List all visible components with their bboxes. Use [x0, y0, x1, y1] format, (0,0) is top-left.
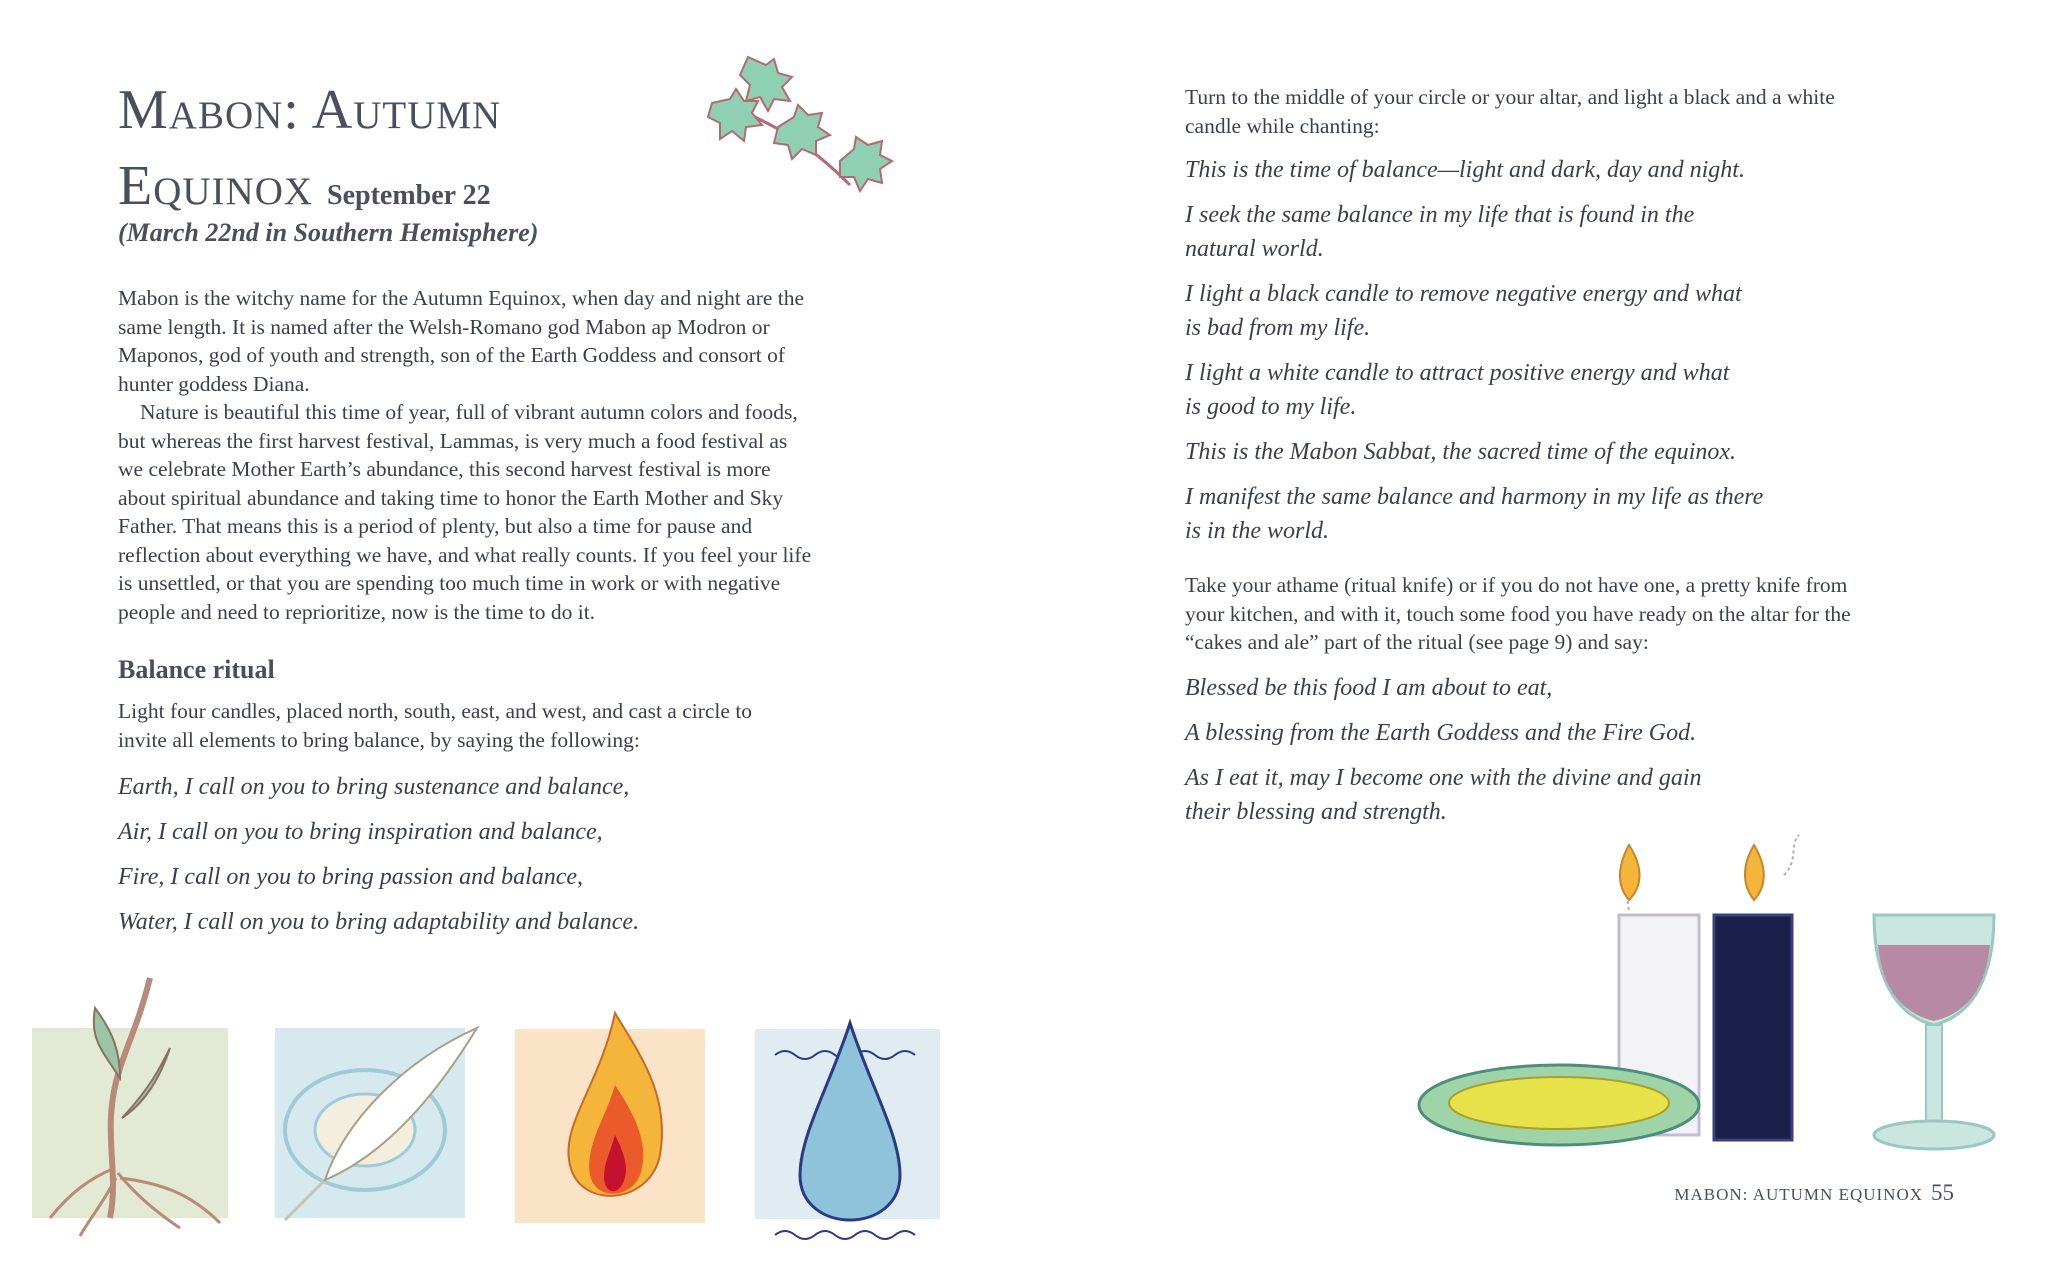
chant-verse: This is the time of balance—light and dark, day and night. [1185, 157, 1745, 183]
air-feather-icon [265, 1020, 490, 1235]
intro-line: hunter goddess Diana. [118, 371, 310, 396]
chant-verse: I manifest the same balance and harmony in my life as there is in the world. [1185, 484, 1764, 544]
fire-flame-icon [510, 1005, 715, 1230]
title-date: September 22 [327, 180, 491, 211]
elements-chant [118, 770, 878, 950]
title-line-1: Mabon: Autumn [118, 79, 502, 141]
para2-line: but whereas the first harvest festival, Lammas, is very much a food festival as [118, 428, 788, 453]
intro-line: Mabon is the witchy name for the Autumn Equinox, when day and night are the [118, 286, 805, 310]
right-page [1024, 0, 2048, 1266]
page-footer [1674, 1180, 1954, 1206]
chant-verse: I light a white candle to attract positive energy and what is good to my life. [1185, 360, 1730, 420]
intro-paragraph [118, 284, 878, 626]
altar-illustration [1404, 815, 2004, 1175]
knife-line: “cakes and ale” part of the ritual (see page 9) and say: [1185, 630, 1649, 654]
intro-line: Maponos, god of youth and strength, son of the Earth Goddess and consort of [118, 343, 785, 367]
para2-line: about spiritual abundance and taking time to honor the Earth Mother and Sky [118, 485, 784, 510]
running-footer: MABON: AUTUMN EQUINOX [1674, 1185, 1923, 1204]
page-title [118, 72, 501, 238]
para2-line: Nature is beautiful this time of year, full of vibrant autumn colors and foods, [140, 400, 798, 424]
title-line-2: Equinox [118, 155, 314, 217]
knife-line: Take your athame (ritual knife) or if you do not have one, a pretty knife from [1185, 573, 1848, 597]
knife-line: your kitchen, and with it, touch some food you have ready on the altar for the [1185, 601, 1851, 626]
ritual-intro-line: invite all elements to bring balance, by saying the following: [118, 727, 640, 752]
chant-verse: I seek the same balance in my life that is found in the natural world. [1185, 202, 1695, 262]
chant-line: Fire, I call on you to bring passion and balance, [118, 864, 584, 890]
autumn-leaves-illustration [700, 45, 920, 215]
intro-line: same length. It is named after the Welsh-Romano god Mabon ap Modron or [118, 314, 770, 339]
right-intro-line: candle while chanting: [1185, 113, 1380, 138]
page-number: 55 [1931, 1180, 1954, 1205]
para2-line: Father. That means this is a period of plenty, but also a time for pause and [118, 514, 753, 538]
chant-verse: As I eat it, may I become one with the divine and gain their blessing and strength. [1185, 765, 1702, 825]
right-intro-line: Turn to the middle of your circle or your altar, and light a black and a white [1185, 85, 1835, 109]
chant-line: Air, I call on you to bring inspiration and balance, [118, 819, 603, 845]
earth-sprout-icon [30, 968, 245, 1238]
balance-chant [1185, 153, 1965, 559]
chant-verse: I light a black candle to remove negative energy and what is bad from my life. [1185, 281, 1742, 341]
chant-verse: This is the Mabon Sabbat, the sacred time of the equinox. [1185, 439, 1737, 465]
para2-line: is unsettled, or that you are spending too much time in work or with negative [118, 571, 781, 595]
ritual-intro-line: Light four candles, placed north, south, east, and west, and cast a circle to [118, 699, 753, 723]
right-intro [1185, 83, 1965, 140]
knife-paragraph [1185, 571, 1985, 657]
para2-line: reflection about everything we have, and what really counts. If you feel your life [118, 542, 812, 567]
ritual-intro [118, 697, 878, 754]
chant-line: Earth, I call on you to bring sustenance and balance, [118, 774, 630, 800]
chant-line: Water, I call on you to bring adaptability and balance. [118, 909, 640, 935]
chant-verse: A blessing from the Earth Goddess and the Fire God. [1185, 720, 1697, 746]
water-drop-icon [750, 1015, 955, 1250]
para2-line: we celebrate Mother Earth’s abundance, this second harvest festival is more [118, 457, 771, 481]
para2-line: people and need to reprioritize, now is the time to do it. [118, 599, 596, 624]
section-heading: Balance ritual [118, 655, 275, 684]
chant-verse: Blessed be this food I am about to eat, [1185, 675, 1553, 701]
subtitle: (March 22nd in Southern Hemisphere) [118, 218, 539, 247]
